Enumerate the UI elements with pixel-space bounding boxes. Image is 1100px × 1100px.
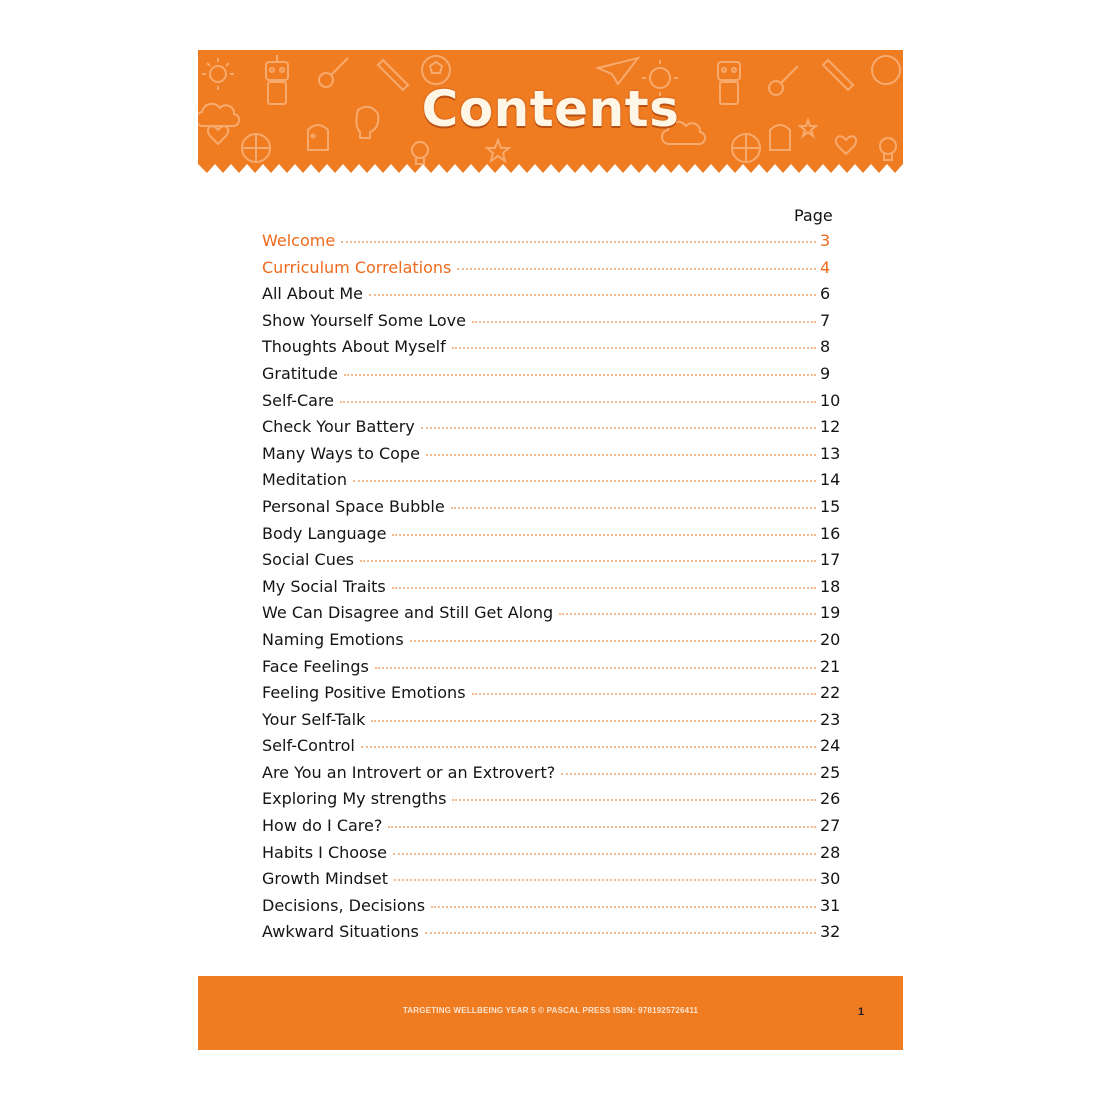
page-title: Contents	[421, 80, 680, 138]
dot-leader	[472, 321, 816, 323]
toc-entry-title: Exploring My strengths	[262, 789, 447, 809]
toc-entry-page: 6	[820, 284, 831, 304]
toc-entry[interactable]	[262, 603, 842, 630]
toc-entry-title: Welcome	[262, 231, 336, 250]
dot-leader	[375, 667, 816, 669]
toc-entry[interactable]	[262, 231, 842, 258]
toc-entry[interactable]	[262, 922, 842, 949]
toc-entry[interactable]	[262, 550, 842, 577]
toc-entry[interactable]	[262, 337, 842, 364]
dot-leader	[392, 587, 816, 589]
document-page	[198, 50, 903, 1050]
toc-entry[interactable]	[262, 258, 842, 285]
toc-entry[interactable]	[262, 683, 842, 710]
toc-entry[interactable]	[262, 470, 842, 497]
toc-entry-title: Decisions, Decisions	[262, 895, 426, 915]
dot-leader	[421, 427, 816, 429]
toc-entry-title: Many Ways to Cope	[262, 443, 420, 463]
toc-entry-page: 24	[820, 736, 841, 756]
toc-entry-title: Growth Mindset	[262, 869, 388, 889]
toc-entry-page: 4	[820, 257, 831, 277]
toc-entry-page: 7	[820, 310, 831, 330]
dot-leader	[561, 773, 816, 775]
toc-entry-page: 28	[820, 842, 841, 862]
toc-entry-page: 18	[820, 576, 841, 596]
toc-entry-page: 31	[820, 895, 841, 915]
toc-entry-page: 23	[820, 709, 841, 729]
dot-leader	[452, 799, 816, 801]
toc-entry-title: Thoughts About Myself	[262, 337, 446, 357]
toc-entry[interactable]	[262, 763, 842, 790]
page-number: 1	[858, 1006, 865, 1018]
toc-entry[interactable]	[262, 843, 842, 870]
toc-entry[interactable]	[262, 577, 842, 604]
toc-entry[interactable]	[262, 444, 842, 471]
toc-entry-page: 26	[820, 789, 841, 809]
footer-bar	[198, 976, 903, 1050]
toc-entry-title: Gratitude	[262, 363, 338, 383]
toc-entry[interactable]	[262, 657, 842, 684]
toc-entry[interactable]	[262, 364, 842, 391]
toc-entry[interactable]	[262, 896, 842, 923]
toc-entry-title: Habits I Choose	[262, 842, 388, 862]
toc-entry-title: Self-Control	[262, 736, 355, 756]
dot-leader	[371, 720, 816, 722]
toc-entry[interactable]	[262, 816, 842, 843]
toc-entry-page: 15	[820, 496, 841, 516]
toc-entry-title: Awkward Situations	[262, 922, 419, 942]
table-of-contents	[262, 231, 842, 949]
dot-leader	[452, 347, 816, 349]
toc-entry[interactable]	[262, 417, 842, 444]
toc-entry-title: Check Your Battery	[262, 417, 415, 437]
toc-entry[interactable]	[262, 869, 842, 896]
dot-leader	[394, 879, 816, 881]
basketball-icon	[242, 134, 270, 162]
toc-entry[interactable]	[262, 710, 842, 737]
dot-leader	[559, 613, 816, 615]
toc-entry-page: 14	[820, 470, 841, 490]
dot-leader	[410, 640, 816, 642]
dot-leader	[451, 507, 816, 509]
toc-entry-title: Social Cues	[262, 550, 355, 570]
page-column-heading: Page	[794, 206, 833, 225]
toc-entry-page: 22	[820, 683, 841, 703]
dot-leader	[341, 241, 816, 243]
dot-leader	[388, 826, 816, 828]
toc-entry-page: 8	[820, 337, 831, 357]
toc-entry-title: Body Language	[262, 523, 387, 543]
toc-entry-title: Feeling Positive Emotions	[262, 683, 466, 703]
toc-entry-page: 3	[820, 231, 831, 250]
dot-leader	[457, 268, 816, 270]
dot-leader	[340, 401, 816, 403]
toc-entry-title: Curriculum Correlations	[262, 257, 452, 277]
toc-entry-page: 9	[820, 363, 831, 383]
toc-entry[interactable]	[262, 630, 842, 657]
dot-leader	[472, 693, 816, 695]
toc-entry-page: 13	[820, 443, 841, 463]
toc-entry-title: Personal Space Bubble	[262, 496, 445, 516]
toc-entry-title: All About Me	[262, 284, 363, 304]
toc-entry-page: 25	[820, 762, 841, 782]
toc-entry-title: How do I Care?	[262, 816, 383, 836]
toc-entry-page: 16	[820, 523, 841, 543]
toc-entry-title: Face Feelings	[262, 656, 369, 676]
dot-leader	[392, 534, 816, 536]
toc-entry-title: Your Self-Talk	[262, 709, 366, 729]
toc-entry-title: Show Yourself Some Love	[262, 310, 466, 330]
dot-leader	[426, 454, 816, 456]
toc-entry-page: 27	[820, 816, 841, 836]
dot-leader	[361, 746, 816, 748]
toc-entry[interactable]	[262, 284, 842, 311]
footer-copyright: TARGETING WELLBEING YEAR 5 © PASCAL PRESS ISBN: 9781925726411	[402, 1006, 699, 1015]
dot-leader	[425, 932, 816, 934]
toc-entry-title: Naming Emotions	[262, 629, 404, 649]
toc-entry-page: 20	[820, 629, 841, 649]
toc-entry-page: 10	[820, 390, 841, 410]
toc-entry-page: 17	[820, 550, 841, 570]
dot-leader	[393, 853, 816, 855]
toc-entry[interactable]	[262, 789, 842, 816]
toc-entry-page: 21	[820, 656, 841, 676]
toc-entry[interactable]	[262, 497, 842, 524]
toc-entry-page: 32	[820, 922, 841, 942]
toc-entry[interactable]	[262, 311, 842, 338]
toc-entry[interactable]	[262, 391, 842, 418]
toc-entry-page: 19	[820, 603, 841, 623]
toc-entry-title: My Social Traits	[262, 576, 386, 596]
dot-leader	[369, 294, 816, 296]
toc-entry-title: Self-Care	[262, 390, 335, 410]
dot-leader	[360, 560, 816, 562]
toc-entry-page: 12	[820, 417, 841, 437]
dot-leader	[353, 480, 816, 482]
toc-entry-title: We Can Disagree and Still Get Along	[262, 603, 554, 623]
dot-leader	[344, 374, 816, 376]
toc-entry-title: Meditation	[262, 470, 347, 490]
basketball-icon	[732, 134, 760, 162]
toc-entry[interactable]	[262, 524, 842, 551]
toc-entry-title: Are You an Introvert or an Extrovert?	[262, 762, 556, 782]
dot-leader	[431, 906, 816, 908]
header-banner	[198, 50, 903, 175]
toc-entry-page: 30	[820, 869, 841, 889]
toc-entry[interactable]	[262, 736, 842, 763]
